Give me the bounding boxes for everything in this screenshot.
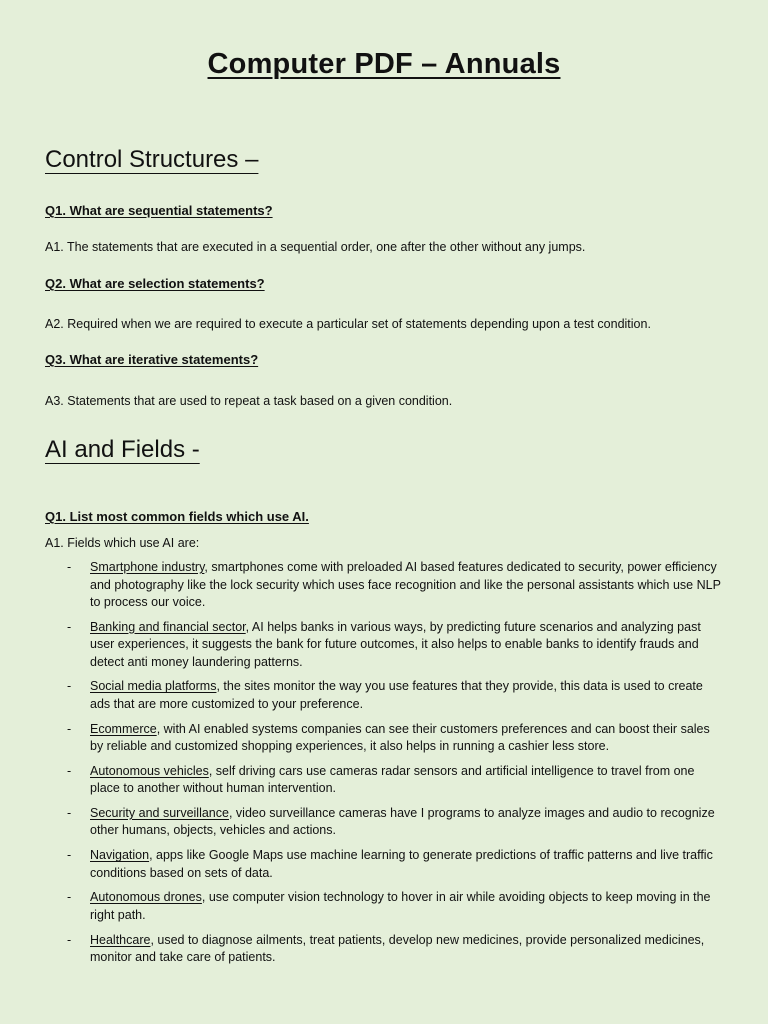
field-term: Autonomous vehicles [90, 763, 209, 778]
field-description: , use computer vision technology to hover in air while avoiding objects to keep moving in the right path. [90, 890, 711, 922]
field-description: , AI helps banks in various ways, by predicting future scenarios and analyzing past user experiences, it suggests the bank for future outcomes, it also helps to enable banks to identify frauds and detect anti money laundering patterns. [90, 619, 701, 669]
list-item [45, 763, 725, 798]
field-term: Ecommerce [90, 721, 157, 736]
list-item [45, 847, 725, 882]
list-item [45, 889, 725, 924]
field-term: Navigation [90, 848, 150, 863]
field-description: , self driving cars use cameras radar sensors and artificial intelligence to travel from one place to another without human intervention. [90, 763, 695, 796]
list-bullet: - [67, 805, 72, 820]
section-heading-control-structures: Control Structures – [45, 146, 259, 173]
field-term: Security and surveillance [90, 805, 229, 820]
answer-iterative: A3. Statements that are used to repeat a task based on a given condition. [45, 394, 453, 408]
field-description: , apps like Google Maps use machine learning to generate predictions of traffic patterns and live traffic conditions based on sets of data. [90, 848, 713, 880]
list-item [45, 678, 725, 713]
list-item [45, 932, 725, 967]
field-description: , smartphones come with preloaded AI based features dedicated to security, power efficiency and photography like the lock security which uses face recognition and like the personal assistants which use NLP to process our voice. [90, 560, 721, 609]
list-bullet: - [67, 560, 72, 574]
answer-ai-fields-intro: A1. Fields which use AI are: [45, 536, 200, 550]
field-term: Autonomous drones [90, 890, 202, 905]
question-selection: Q2. What are selection statements? [45, 276, 265, 291]
field-term: Social media platforms [90, 679, 217, 694]
question-sequential: Q1. What are sequential statements? [45, 203, 273, 218]
list-bullet: - [67, 763, 72, 778]
answer-selection: A2. Required when we are required to execute a particular set of statements depending upon a test condition. [45, 317, 651, 331]
field-description: , used to diagnose ailments, treat patients, develop new medicines, provide personalized medicines, monitor and take care of patients. [90, 932, 705, 964]
document-title: Computer PDF – Annuals [207, 48, 561, 80]
list-bullet: - [67, 619, 72, 634]
list-bullet: - [67, 932, 72, 947]
field-term: Healthcare [90, 932, 151, 947]
field-term: Smartphone industry [90, 560, 205, 574]
list-item [45, 559, 725, 612]
section-heading-ai-and-fields: AI and Fields - [45, 436, 200, 463]
list-bullet: - [67, 721, 72, 736]
question-iterative: Q3. What are iterative statements? [45, 352, 259, 367]
ai-fields-list [45, 559, 725, 974]
list-bullet: - [67, 679, 72, 694]
field-description: , the sites monitor the way you use features that they provide, this data is used to create ads that are more customized to your preference. [90, 679, 703, 711]
list-item [45, 721, 725, 756]
list-bullet: - [67, 848, 72, 863]
list-item [45, 619, 725, 672]
question-ai-fields: Q1. List most common fields which use AI. [45, 509, 309, 524]
field-description: , with AI enabled systems companies can see their customers preferences and can boost their sales by reliable and customized shopping experiences, it also helps in running a cashier less store. [90, 721, 710, 754]
field-description: , video surveillance cameras have I programs to analyze images and audio to recognize other humans, objects, vehicles and actions. [90, 805, 715, 838]
list-bullet: - [67, 890, 72, 905]
field-term: Banking and financial sector [90, 619, 246, 634]
answer-sequential: A1. The statements that are executed in a sequential order, one after the other without any jumps. [45, 240, 586, 254]
list-item [45, 805, 725, 840]
